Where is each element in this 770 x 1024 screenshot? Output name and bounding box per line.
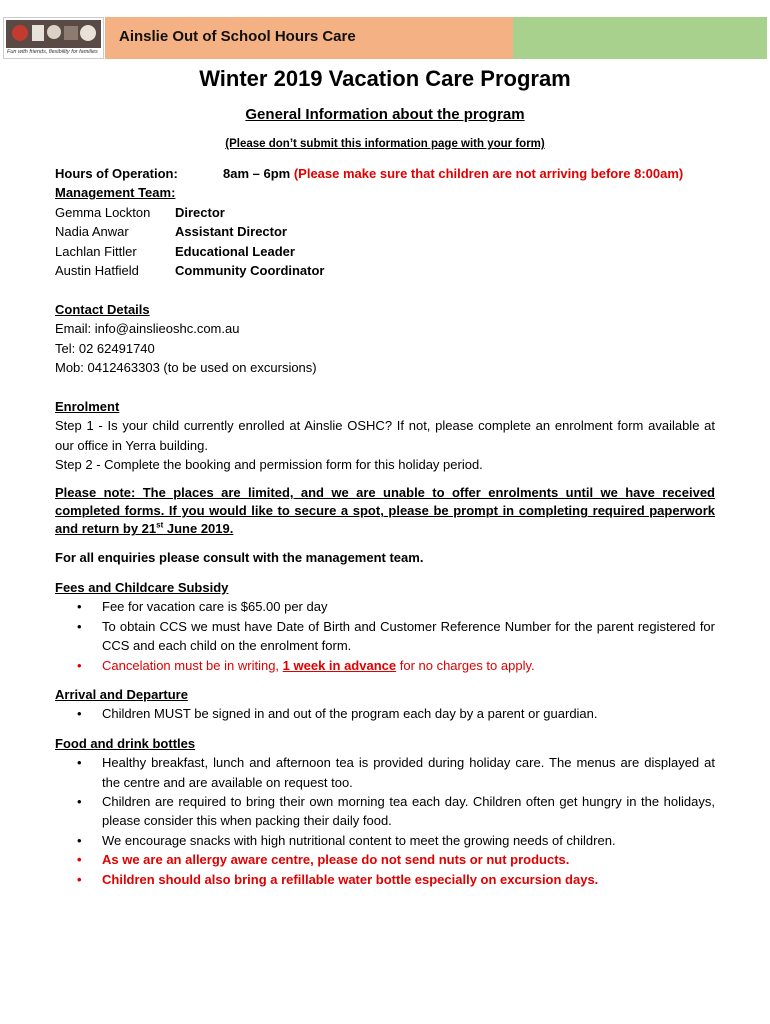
- food-item-text: We encourage snacks with high nutritional content to meet the growing needs of children.: [102, 832, 616, 848]
- submit-note: (Please don’t submit this information page with your form): [225, 138, 545, 150]
- logo: [3, 17, 104, 59]
- enrolment-step-1: Step 1 - Is your child currently enrolled at Ainslie OSHC? If not, please complete an enrolment form available at our office in Yerra building.: [55, 418, 715, 453]
- food-item-text: Children should also bring a refillable water bottle especially on excursion days.: [102, 871, 599, 887]
- fees-item-text: Cancelation must be in writing,: [102, 657, 283, 673]
- enrolment-heading: Enrolment: [55, 398, 120, 414]
- bullet-icon: •: [77, 599, 82, 615]
- please-note-text: Please note: The places are limited, and we are unable to offer enrolments until we have received completed forms. If you would like to secure a spot, please be prompt in completing required paperwork and return by 21: [55, 485, 715, 537]
- bullet-icon: •: [77, 793, 82, 809]
- contact-heading: Contact Details: [55, 301, 150, 317]
- food-item-text: Healthy breakfast, lunch and afternoon tea is provided during holiday care. The menus are displayed at the centre and are available on request too.: [102, 755, 715, 790]
- bullet-icon: •: [77, 852, 82, 868]
- list-item: [55, 704, 715, 723]
- management-heading: Management Team:: [55, 185, 176, 201]
- management-member: [55, 261, 715, 280]
- member-role: Director: [175, 204, 225, 220]
- hours-label: Hours of Operation:: [55, 166, 178, 181]
- management-member: [55, 203, 715, 222]
- header-banner: [3, 17, 767, 59]
- logo-artwork-icon: [6, 20, 101, 48]
- list-item: [55, 850, 715, 869]
- bullet-icon: •: [77, 871, 82, 887]
- fees-item-emphasis: 1 week in advance: [282, 657, 397, 673]
- list-item: [55, 617, 715, 656]
- food-item-text: Children are required to bring their own morning tea each day. Children often get hungry in the holidays, please consider this when packing their daily food.: [102, 793, 715, 829]
- list-item: [55, 831, 715, 850]
- logo-image: [6, 20, 101, 48]
- fees-heading: Fees and Childcare Subsidy: [55, 579, 229, 595]
- management-member: [55, 242, 715, 261]
- member-role: Educational Leader: [175, 243, 295, 259]
- food-heading: Food and drink bottles: [55, 735, 196, 751]
- bullet-icon: •: [77, 657, 82, 673]
- member-name: Nadia Anwar: [55, 224, 129, 240]
- page-title: Winter 2019 Vacation Care Program: [199, 66, 571, 91]
- arrival-heading: Arrival and Departure: [55, 686, 188, 702]
- fees-item-text-end: for no charges to apply.: [396, 657, 535, 673]
- please-note-sup: st: [156, 521, 164, 531]
- member-name: Gemma Lockton: [55, 204, 151, 220]
- hours-time: 8am – 6pm: [223, 166, 291, 181]
- please-note: [55, 484, 715, 538]
- list-item: [55, 753, 715, 792]
- list-item: [55, 597, 715, 616]
- list-item: [55, 870, 715, 889]
- contact-mob: Mob: 0412463303 (to be used on excursions): [55, 360, 317, 376]
- page-subtitle: General Information about the program: [245, 106, 525, 123]
- bullet-icon: •: [77, 618, 82, 634]
- contact-email[interactable]: Email: info@ainslieoshc.com.au: [55, 321, 240, 337]
- bullet-icon: •: [77, 706, 82, 722]
- fees-item-text: Fee for vacation care is $65.00 per day: [102, 599, 328, 615]
- hours-row: [55, 164, 715, 183]
- food-list: [55, 753, 715, 889]
- bullet-icon: •: [77, 832, 82, 848]
- management-member: [55, 222, 715, 241]
- hours-warning: (Please make sure that children are not arriving before 8:00am): [293, 166, 684, 181]
- enquiries-text: For all enquiries please consult with the management team.: [55, 550, 424, 566]
- enrolment-step-2: Step 2 - Complete the booking and permission form for this holiday period.: [55, 457, 483, 473]
- member-name: Austin Hatfield: [55, 263, 139, 279]
- bullet-icon: •: [77, 755, 82, 771]
- arrival-list: [55, 704, 715, 723]
- arrival-item-text: Children MUST be signed in and out of the program each day by a parent or guardian.: [102, 706, 598, 722]
- member-name: Lachlan Fittler: [55, 243, 137, 259]
- member-role: Community Coordinator: [175, 263, 325, 279]
- food-item-text: As we are an allergy aware centre, please do not send nuts or nut products.: [102, 852, 570, 868]
- org-title: Ainslie Out of School Hours Care: [119, 28, 356, 45]
- list-item: [55, 656, 715, 675]
- document-body: [55, 164, 715, 889]
- fees-list: [55, 597, 715, 675]
- header-band-green: [513, 17, 767, 59]
- fees-item-text: To obtain CCS we must have Date of Birth and Customer Reference Number for the parent registered for CCS and each child on the enrolment form.: [102, 618, 715, 654]
- contact-tel: Tel: 02 62491740: [55, 340, 155, 356]
- logo-tagline: Fun with friends, flexibility for families: [7, 49, 98, 55]
- please-note-end: June 2019.: [163, 521, 234, 537]
- member-role: Assistant Director: [175, 224, 287, 240]
- list-item: [55, 792, 715, 831]
